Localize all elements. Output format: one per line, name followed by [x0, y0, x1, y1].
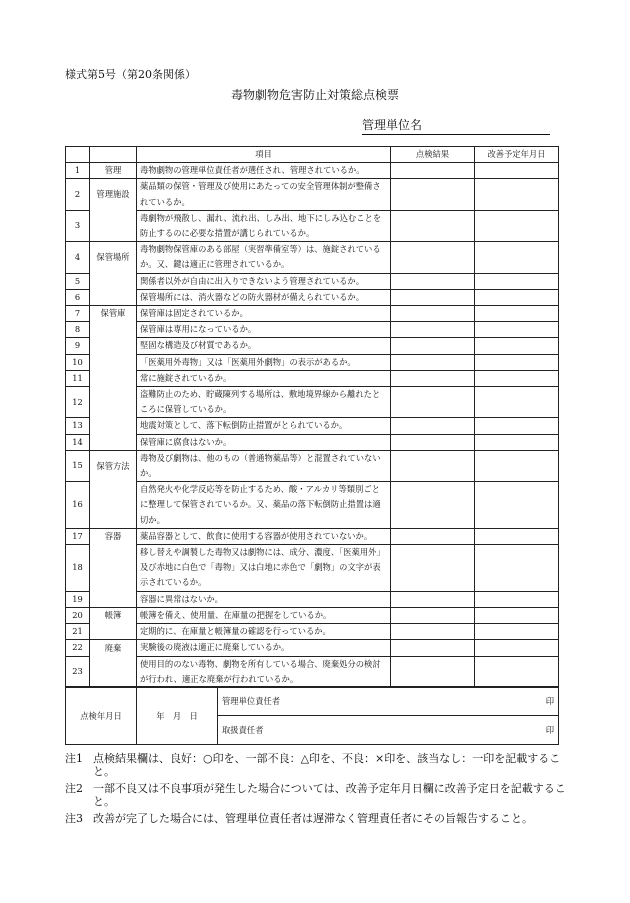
improvement-date-cell[interactable] [475, 322, 559, 338]
row-number: 12 [66, 387, 90, 418]
row-category [90, 545, 137, 592]
row-item-text: 定期的に、在庫量と帳簿量の確認を行っているか。 [137, 624, 391, 640]
improvement-date-cell[interactable] [475, 656, 559, 687]
result-cell[interactable] [391, 179, 475, 210]
form-number: 様式第5号（第20条関係） [65, 68, 196, 81]
improvement-date-cell[interactable] [475, 591, 559, 607]
row-category [90, 418, 137, 434]
row-number: 10 [66, 354, 90, 370]
seal-mark: 印 [545, 725, 554, 735]
row-category: 容器 [90, 528, 137, 544]
result-cell[interactable] [391, 338, 475, 354]
row-category: 保管庫 [90, 306, 137, 322]
table-row [66, 482, 559, 529]
row-number: 11 [66, 370, 90, 386]
table-row [66, 370, 559, 386]
header-blank-no [66, 147, 90, 163]
improvement-date-cell[interactable] [475, 434, 559, 450]
row-number: 15 [66, 450, 90, 481]
row-number: 23 [66, 656, 90, 687]
result-cell[interactable] [391, 306, 475, 322]
row-item-text: 「医薬用外毒物」又は「医薬用外劇物」の表示があるか。 [137, 354, 391, 370]
result-cell[interactable] [391, 482, 475, 529]
improvement-date-cell[interactable] [475, 242, 559, 273]
notes [65, 752, 570, 829]
row-number: 2 [66, 179, 90, 210]
table-row [66, 640, 559, 656]
row-item-text: 薬品類の保管・管理及び使用にあたっての安全管理体制が整備されているか。 [137, 179, 391, 210]
row-number: 14 [66, 434, 90, 450]
result-cell[interactable] [391, 528, 475, 544]
improvement-date-cell[interactable] [475, 306, 559, 322]
header-blank-category [90, 147, 137, 163]
table-row [66, 434, 559, 450]
table-row [66, 273, 559, 289]
row-category [90, 656, 137, 687]
table-row [66, 322, 559, 338]
result-cell[interactable] [391, 624, 475, 640]
table-row [66, 289, 559, 305]
improvement-date-cell[interactable] [475, 338, 559, 354]
row-item-text: 盗難防止のため、貯蔵陳列する場所は、敷地境界線から離れたところに保管しているか。 [137, 387, 391, 418]
row-number: 13 [66, 418, 90, 434]
row-item-text: 移し替えや調製した毒物又は劇物には、成分、濃度、「医薬用外」及び赤地に白色で「毒物」又は白地に赤色で「劇物」の文字が表示されているか。 [137, 545, 391, 592]
table-row [66, 607, 559, 623]
result-cell[interactable] [391, 163, 475, 179]
improvement-date-cell[interactable] [475, 482, 559, 529]
row-item-text: 保管庫は専用になっているか。 [137, 322, 391, 338]
row-item-text: 保管場所には、消火器などの防火器材が備えられているか。 [137, 289, 391, 305]
improvement-date-cell[interactable] [475, 640, 559, 656]
row-category [90, 591, 137, 607]
row-category: 管理施設 [90, 179, 137, 210]
row-category [90, 482, 137, 529]
row-item-text: 使用目的のない毒物、劇物を所有している場合、廃棄処分の検討が行われ、適正な廃棄が行われているか。 [137, 656, 391, 687]
row-item-text: 自然発火や化学反応等を防止するため、酸・アルカリ等類別ごとに整理して保管されているか。又、薬品の落下転倒防止措置は適切か。 [137, 482, 391, 529]
signature-table [65, 686, 559, 745]
row-category: 保管場所 [90, 242, 137, 273]
row-number: 20 [66, 607, 90, 623]
result-cell[interactable] [391, 591, 475, 607]
table-header-row [66, 147, 559, 163]
improvement-date-cell[interactable] [475, 354, 559, 370]
row-category: 廃棄 [90, 640, 137, 656]
improvement-date-cell[interactable] [475, 289, 559, 305]
row-category: 帳簿 [90, 607, 137, 623]
row-item-text: 地震対策として、落下転倒防止措置がとられているか。 [137, 418, 391, 434]
improvement-date-cell[interactable] [475, 450, 559, 481]
handler-label: 取扱責任者 [222, 725, 264, 735]
row-item-text: 薬品容器として、飲食に使用する容器が使用されていないか。 [137, 528, 391, 544]
row-number: 1 [66, 163, 90, 179]
result-cell[interactable] [391, 354, 475, 370]
table-row [66, 656, 559, 687]
result-cell[interactable] [391, 322, 475, 338]
table-row [66, 624, 559, 640]
result-cell[interactable] [391, 656, 475, 687]
header-result: 点検結果 [391, 147, 475, 163]
row-category [90, 210, 137, 241]
row-item-text: 保管庫は固定されているか。 [137, 306, 391, 322]
seal-mark: 印 [545, 696, 554, 706]
improvement-date-cell[interactable] [475, 528, 559, 544]
note-item: 注3 改善が完了した場合には、管理単位責任者は遅滞なく管理責任者にその旨報告すること。 [65, 812, 533, 825]
improvement-date-cell[interactable] [475, 210, 559, 241]
page-title: 毒物劇物危害防止対策総点検票 [230, 88, 399, 102]
row-number: 7 [66, 306, 90, 322]
row-item-text: 堅固な構造及び材質であるか。 [137, 338, 391, 354]
row-category: 管理 [90, 163, 137, 179]
row-number: 21 [66, 624, 90, 640]
table-row [66, 306, 559, 322]
result-cell[interactable] [391, 640, 475, 656]
row-category: 保管方法 [90, 450, 137, 481]
row-category [90, 354, 137, 370]
result-cell[interactable] [391, 418, 475, 434]
result-cell[interactable] [391, 545, 475, 592]
note-item: 注2 一部不良又は不良事項が発生した場合については、改善予定年月日欄に改善予定日を記載すること。 [65, 782, 566, 808]
row-number: 5 [66, 273, 90, 289]
row-item-text: 毒物及び劇物は、他のもの（普通物薬品等）と混置されていないか。 [137, 450, 391, 481]
note-item: 注1 点検結果欄は、良好：○印を、一部不良：△印を、不良：×印を、該当なし：一印を記載すること。 [65, 752, 561, 778]
improvement-date-cell[interactable] [475, 179, 559, 210]
result-cell[interactable] [391, 450, 475, 481]
row-category [90, 387, 137, 418]
improvement-date-cell[interactable] [475, 418, 559, 434]
row-category [90, 289, 137, 305]
unit-manager-label: 管理単位責任者 [222, 696, 281, 706]
row-item-text: 保管庫に腐食はないか。 [137, 434, 391, 450]
row-number: 16 [66, 482, 90, 529]
row-category [90, 322, 137, 338]
table-row [66, 210, 559, 241]
row-category [90, 370, 137, 386]
row-item-text: 関係者以外が自由に出入りできないよう管理されているか。 [137, 273, 391, 289]
header-item: 項目 [137, 147, 391, 163]
row-item-text: 毒物劇物保管庫のある部屋（実習準備室等）は、施錠されているか。又、鍵は適正に管理されているか。 [137, 242, 391, 273]
header-improvement-date: 改善予定年月日 [475, 147, 559, 163]
row-number: 6 [66, 289, 90, 305]
result-cell[interactable] [391, 434, 475, 450]
row-number: 18 [66, 545, 90, 592]
management-unit-field[interactable]: 管理単位名 [362, 116, 550, 135]
result-cell[interactable] [391, 210, 475, 241]
table-row [66, 418, 559, 434]
table-row [66, 387, 559, 418]
inspection-date-label: 点検年月日 [66, 687, 137, 745]
row-item-text: 常に施錠されているか。 [137, 370, 391, 386]
result-cell[interactable] [391, 607, 475, 623]
improvement-date-cell[interactable] [475, 273, 559, 289]
row-category [90, 434, 137, 450]
row-category [90, 624, 137, 640]
table-row [66, 450, 559, 481]
improvement-date-cell[interactable] [475, 624, 559, 640]
row-category [90, 338, 137, 354]
inspection-table [65, 146, 559, 688]
improvement-date-cell[interactable] [475, 387, 559, 418]
table-row [66, 163, 559, 179]
table-row [66, 179, 559, 210]
result-cell[interactable] [391, 273, 475, 289]
row-number: 17 [66, 528, 90, 544]
inspection-date-field[interactable]: 年 月 日 [137, 687, 218, 745]
row-number: 19 [66, 591, 90, 607]
result-cell[interactable] [391, 242, 475, 273]
row-item-text: 容器に異常はないか。 [137, 591, 391, 607]
result-cell[interactable] [391, 387, 475, 418]
row-item-text: 帳簿を備え、使用量、在庫量の把握をしているか。 [137, 607, 391, 623]
improvement-date-cell[interactable] [475, 607, 559, 623]
row-item-text: 毒物劇物の管理単位責任者が選任され、管理されているか。 [137, 163, 391, 179]
row-item-text: 毒劇物が飛散し、漏れ、流れ出、しみ出、地下にしみ込むことを防止するのに必要な措置が講じられているか。 [137, 210, 391, 241]
handler-signature[interactable] [218, 716, 559, 745]
table-row [66, 591, 559, 607]
row-item-text: 実験後の廃液は適正に廃棄しているか。 [137, 640, 391, 656]
improvement-date-cell[interactable] [475, 545, 559, 592]
row-number: 9 [66, 338, 90, 354]
result-cell[interactable] [391, 289, 475, 305]
row-number: 22 [66, 640, 90, 656]
improvement-date-cell[interactable] [475, 370, 559, 386]
table-row [66, 545, 559, 592]
unit-manager-signature[interactable] [218, 687, 559, 716]
table-row [66, 354, 559, 370]
row-category [90, 273, 137, 289]
table-row [66, 242, 559, 273]
table-row [66, 528, 559, 544]
row-number: 8 [66, 322, 90, 338]
row-number: 4 [66, 242, 90, 273]
improvement-date-cell[interactable] [475, 163, 559, 179]
result-cell[interactable] [391, 370, 475, 386]
row-number: 3 [66, 210, 90, 241]
table-row [66, 338, 559, 354]
